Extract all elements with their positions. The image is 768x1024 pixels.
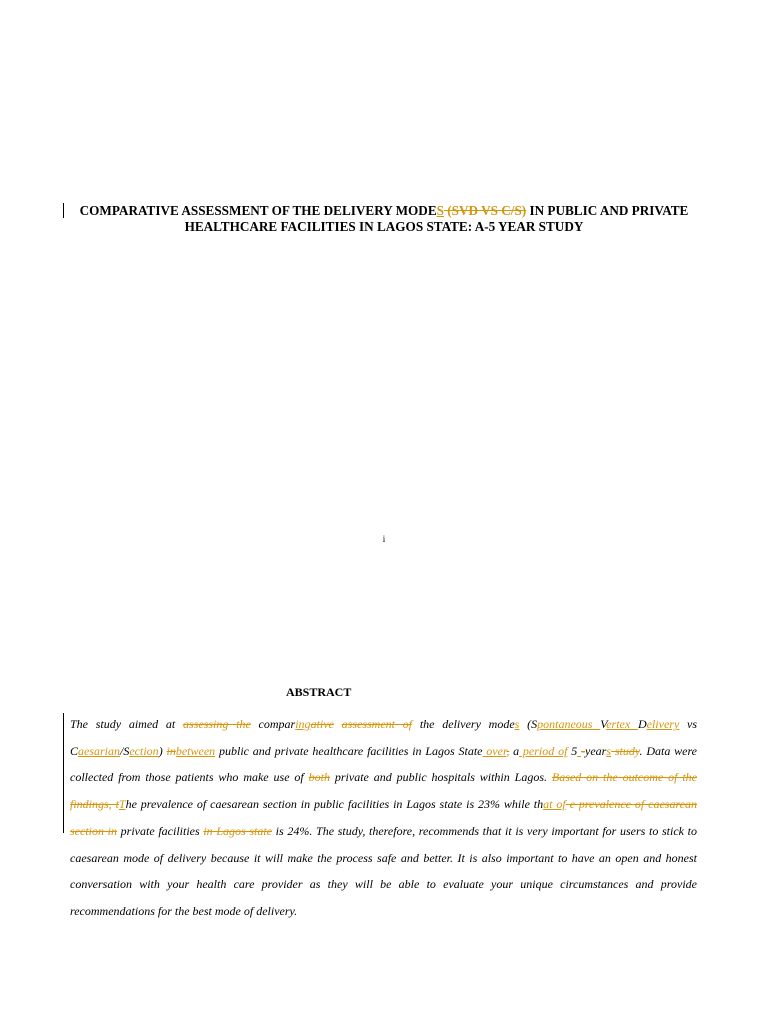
title-insertion: S — [436, 203, 444, 218]
abstract-text: he prevalence of caesarean section in public facilities in Lagos state is 23% while th — [125, 797, 544, 812]
tracked-insertion: T — [118, 797, 126, 812]
tracked-deletion: , — [506, 743, 510, 758]
tracked-deletion: both — [308, 770, 330, 785]
tracked-deletion: study — [611, 743, 640, 758]
abstract-text: the delivery mode — [412, 717, 515, 731]
abstract-text: . Data were collected from those patients who make use of — [70, 743, 698, 785]
abstract-text: The study aimed at — [70, 717, 184, 731]
abstract-text: private and public hospitals within Lagos. — [329, 770, 552, 785]
tracked-insertion: ing — [295, 717, 311, 731]
document-title — [70, 203, 698, 235]
tracked-insertion: over — [482, 743, 507, 758]
abstract-text: year — [585, 743, 607, 758]
abstract-text: 5 — [567, 743, 578, 758]
tracked-deletion: assessing the — [183, 717, 251, 731]
abstract-change-bar — [63, 713, 64, 833]
abstract-body — [70, 711, 697, 925]
tracked-insertion: between — [175, 743, 216, 758]
abstract-text: private facilities — [117, 823, 204, 838]
title-text-part2: IN PUBLIC AND PRIVATE HEALTHCARE FACILITIES IN LAGOS STATE: A-5 YEAR STUDY — [184, 203, 689, 234]
tracked-deletion: Based on the outcome of the findings, t — [70, 770, 697, 812]
abstract-text: is 24%. The study, therefore, recommends that it is very important for users to stick to caesarean mode of delivery because it will make the process safe and better. It is also important to have an open and honest conversation with your health care provider as they will be able to evaluate your unique circumstances and provide recommendations for the best mode of delivery. — [70, 823, 698, 918]
tracked-insertion: at of — [543, 797, 566, 812]
tracked-insertion: period of — [519, 743, 568, 758]
abstract-text: ) — [158, 743, 167, 758]
abstract-text: a — [509, 743, 520, 758]
tracked-insertion: pontaneous — [537, 717, 601, 731]
page-number: i — [382, 534, 386, 544]
tracked-deletion: in — [166, 743, 176, 758]
tracked-insertion: ertex — [606, 717, 638, 731]
tracked-insertion: ection — [129, 743, 159, 758]
tracked-deletion: in Lagos state — [203, 823, 273, 838]
title-deletion: (SVD VS C/S) — [443, 203, 527, 218]
abstract-heading: ABSTRACT — [286, 685, 352, 699]
abstract-text: (S — [519, 717, 538, 731]
abstract-text: public and private healthcare facilities in Lagos State — [215, 743, 483, 758]
tracked-insertion: elivery — [646, 717, 680, 731]
abstract-text: vs C — [70, 717, 698, 758]
abstract-text: /S — [120, 743, 130, 758]
title-text-part1: COMPARATIVE ASSESSMENT OF THE DELIVERY MODE — [79, 203, 437, 218]
tracked-insertion: aesarian — [78, 743, 121, 758]
title-change-bar — [63, 203, 64, 218]
tracked-deletion: e prevalence of caesarean section in — [70, 797, 697, 838]
abstract-text: V — [600, 717, 607, 731]
abstract-text — [334, 717, 342, 731]
abstract-text: D — [637, 717, 647, 731]
tracked-deletion: ative — [310, 717, 334, 731]
tracked-deletion: assessment of — [341, 717, 413, 731]
abstract-text: compar — [250, 717, 296, 731]
tracked-insertion: s — [514, 717, 520, 731]
tracked-deletion: - — [581, 743, 586, 758]
tracked-insertion: s — [606, 743, 612, 758]
